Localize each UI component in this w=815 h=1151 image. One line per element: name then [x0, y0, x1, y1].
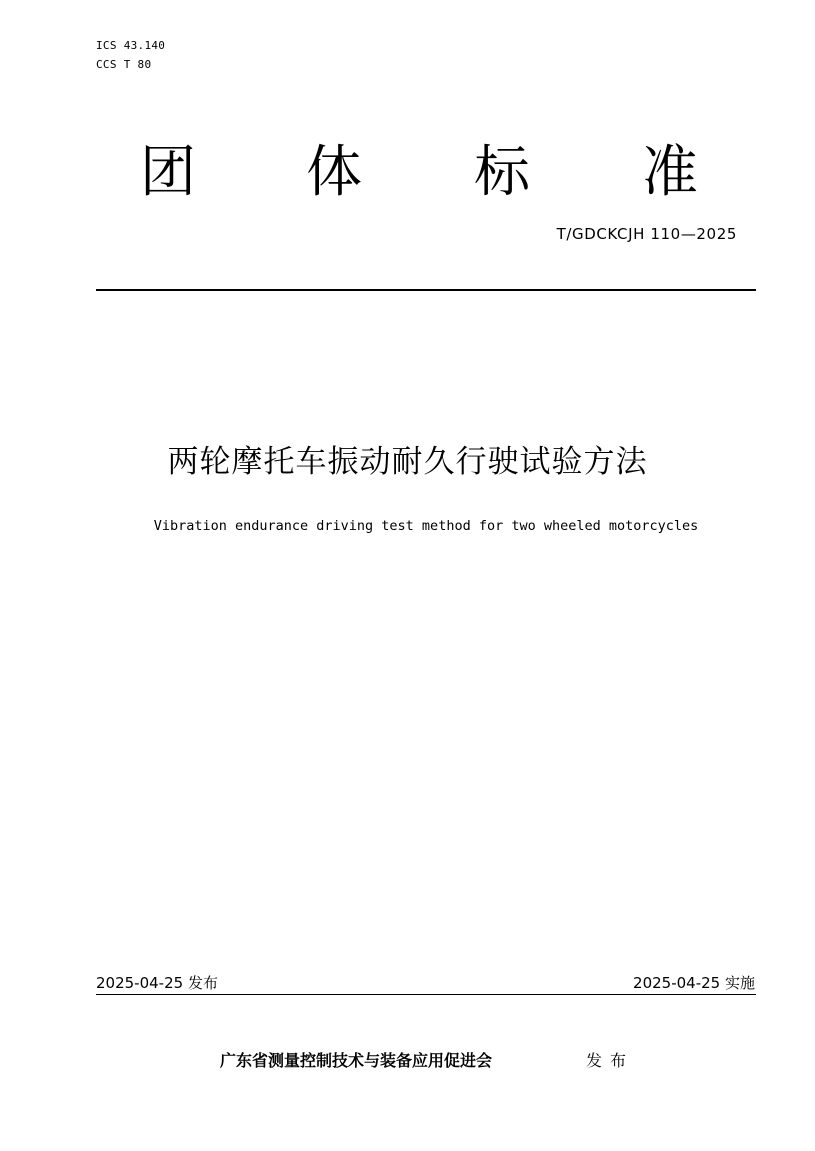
bottom-divider: [96, 994, 756, 995]
standard-number: T/GDCKCJH 110—2025: [556, 225, 737, 243]
standard-type-char: 标: [474, 140, 530, 205]
standard-type-char: 团: [140, 140, 196, 205]
document-title-english: Vibration endurance driving test method for two wheeled motorcycles: [153, 518, 699, 534]
issue-date: 2025-04-25 发布: [96, 974, 218, 992]
standard-type-heading: [96, 138, 756, 208]
classification-codes: [96, 36, 165, 74]
ccs-code: CCS T 80: [96, 58, 152, 71]
ics-code: ICS 43.140: [96, 39, 166, 52]
standard-type-char: 准: [642, 140, 698, 205]
publisher-name: 广东省测量控制技术与装备应用促进会: [220, 1051, 493, 1070]
top-divider: [96, 289, 756, 291]
publish-label: 发布: [586, 1051, 635, 1070]
implementation-date: 2025-04-25 实施: [633, 974, 755, 992]
standard-type-char: 体: [306, 140, 362, 205]
document-title-chinese: 两轮摩托车振动耐久行驶试验方法: [167, 444, 648, 480]
